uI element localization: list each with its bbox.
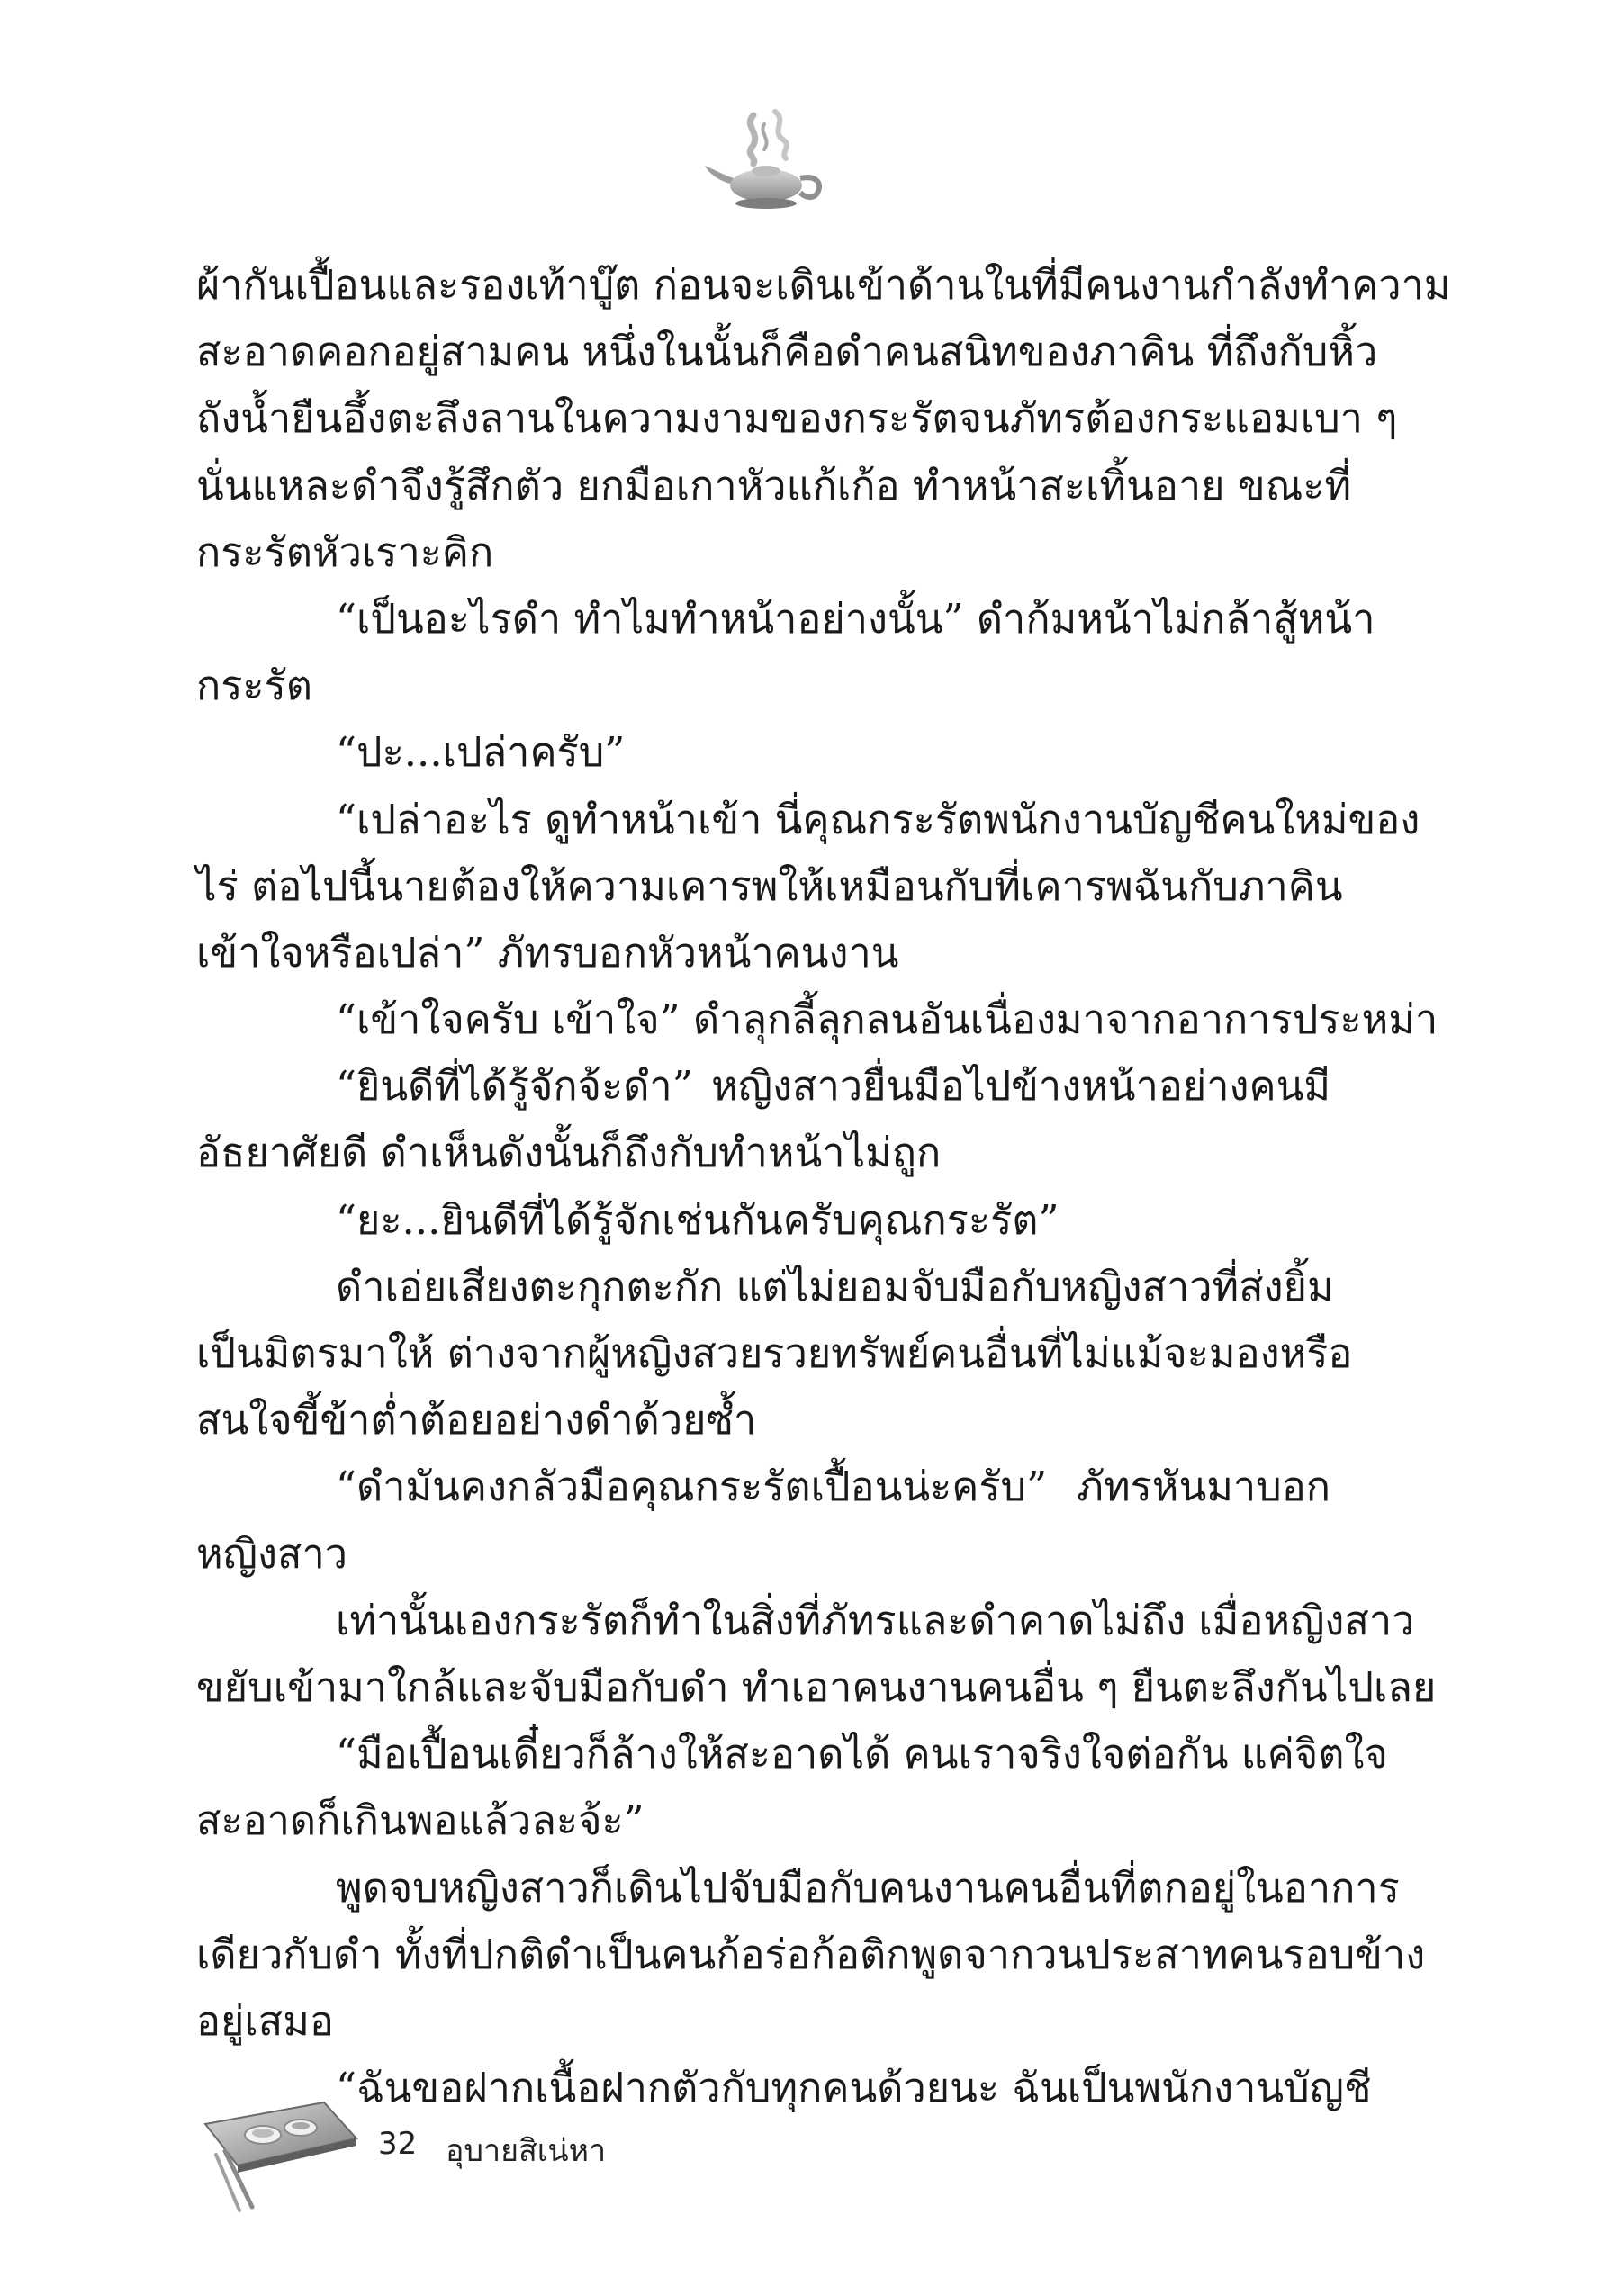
- text-line-5: กระรัตหัวเราะคิก: [196, 527, 494, 576]
- text-line-17: เป็นมิตรมาให้ ต่างจากผู้หญิงสวยรวยทรัพย์คนอื่นที่ไม่แม้จะมองหรือ: [196, 1329, 1353, 1377]
- text-line-22: ขยับเข้ามาใกล้และจับมือกับดำ ทำเอาคนงานคนอื่น ๆ ยืนตะลึงกันไปเลย: [196, 1662, 1437, 1711]
- text-line-3: ถังน้ำยืนอึ้งตะลึงลานในความงามของกระรัตจนภัทรต้องกระแอมเบา ๆ: [196, 394, 1398, 443]
- text-line-1: ผ้ากันเปื้อนและรองเท้าบู๊ต ก่อนจะเดินเข้าด้านในที่มีคนงานกำลังทำความ: [196, 261, 1451, 309]
- book-title: อุบายสิเน่หา: [446, 2133, 607, 2169]
- text-line-2: สะอาดคอกอยู่สามคน หนึ่งในนั้นก็คือดำคนสนิทของภาคิน ที่ถึงกับหิ้ว: [196, 328, 1378, 376]
- text-line-6: “เป็นอะไรดำ ทำไมทำหน้าอย่างนั้น” ดำก้มหน้าไม่กล้าสู้หน้า: [336, 594, 1375, 643]
- sushi-plate-chopsticks-icon: [189, 2088, 369, 2214]
- text-line-7: กระรัต: [196, 662, 312, 710]
- teapot-steam-icon: [698, 106, 833, 214]
- text-line-10: ไร่ ต่อไปนี้นายต้องให้ความเคารพให้เหมือนกับที่เคารพฉันกับภาคิน: [196, 861, 1343, 910]
- text-line-21: เท่านั้นเองกระรัตก็ทำในสิ่งที่ภัทรและดำคาดไม่ถึง เมื่อหญิงสาว: [336, 1596, 1415, 1644]
- text-line-12: “เข้าใจครับ เข้าใจ” ดำลุกลี้ลุกลนอันเนื่องมาจากอาการประหม่า: [336, 995, 1438, 1044]
- text-line-8: “ปะ...เปล่าครับ”: [336, 728, 626, 777]
- text-line-13: “ยินดีที่ได้รู้จักจ้ะดำ” หญิงสาวยื่นมือไปข้างหน้าอย่างคนมี: [336, 1062, 1330, 1111]
- text-line-27: อยู่เสมอ: [196, 1996, 334, 2045]
- text-line-23: “มือเปื้อนเดี๋ยวก็ล้างให้สะอาดได้ คนเราจริงใจต่อกัน แค่จิตใจ: [336, 1730, 1388, 1778]
- body-text: [196, 252, 1451, 2121]
- text-line-26: เดียวกับดำ ทั้งที่ปกติดำเป็นคนก้อร่อก้อติกพูดจากวนประสาทคนรอบข้าง: [196, 1930, 1426, 1978]
- text-line-15: “ยะ...ยินดีที่ได้รู้จักเช่นกันครับคุณกระรัต”: [336, 1195, 1059, 1244]
- text-line-20: หญิงสาว: [196, 1529, 347, 1578]
- text-line-28: “ฉันขอฝากเนื้อฝากตัวกับทุกคนด้วยนะ ฉันเป็นพนักงานบัญชี: [336, 2064, 1372, 2112]
- text-line-24: สะอาดก็เกินพอแล้วละจ้ะ”: [196, 1796, 645, 1845]
- text-line-18: สนใจขี้ข้าต่ำต้อยอย่างดำด้วยซ้ำ: [196, 1396, 757, 1445]
- text-line-14: อัธยาศัยดี ดำเห็นดังนั้นก็ถึงกับทำหน้าไม่ถูก: [196, 1129, 942, 1177]
- text-line-9: “เปล่าอะไร ดูทำหน้าเข้า นี่คุณกระรัตพนักงานบัญชีคนใหม่ของ: [336, 795, 1420, 843]
- text-line-19: “ดำมันคงกลัวมือคุณกระรัตเปื้อนน่ะครับ” ภัทรหันมาบอก: [336, 1463, 1330, 1511]
- text-line-4: นั่นแหละดำจึงรู้สึกตัว ยกมือเกาหัวแก้เก้อ ทำหน้าสะเทิ้นอาย ขณะที่: [196, 461, 1352, 509]
- text-line-11: เข้าใจหรือเปล่า” ภัทรบอกหัวหน้าคนงาน: [196, 928, 899, 977]
- text-line-16: ดำเอ่ยเสียงตะกุกตะกัก แต่ไม่ยอมจับมือกับหญิงสาวที่ส่งยิ้ม: [336, 1262, 1334, 1310]
- page-number: 32: [378, 2126, 418, 2162]
- text-line-25: พูดจบหญิงสาวก็เดินไปจับมือกับคนงานคนอื่นที่ตกอยู่ในอาการ: [336, 1863, 1400, 1912]
- page-footer: [189, 2088, 819, 2214]
